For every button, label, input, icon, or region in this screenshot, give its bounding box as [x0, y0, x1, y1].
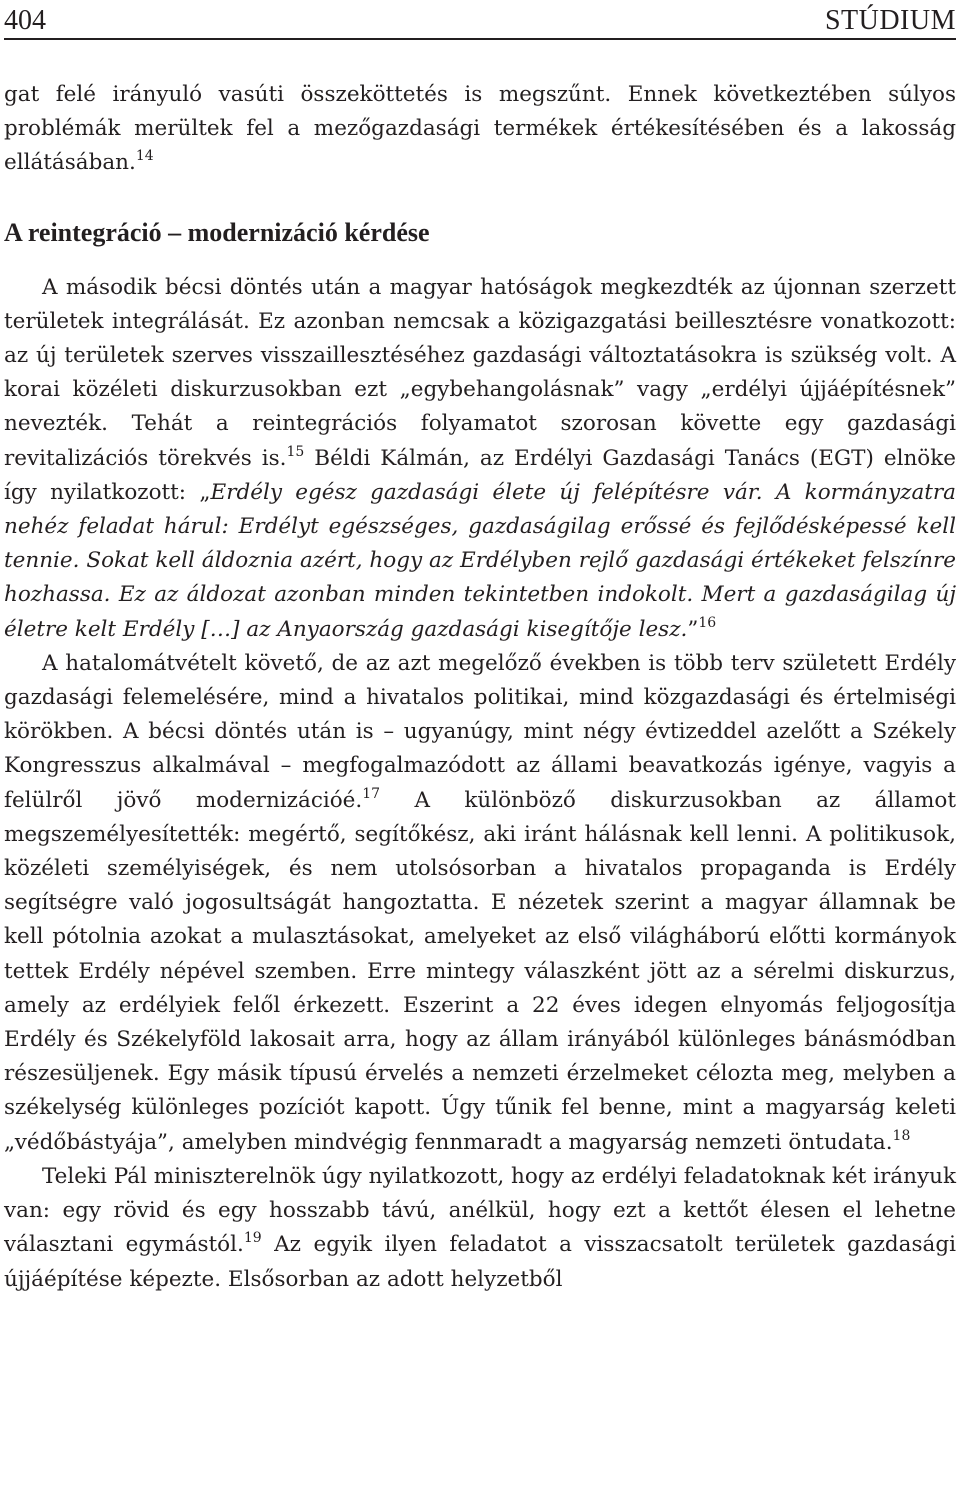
- footnote-ref-15: 15: [286, 443, 305, 460]
- footnote-ref-18: 18: [892, 1127, 911, 1144]
- page-number: 404: [4, 5, 46, 36]
- paragraph-text: A különböző diskurzusokban az államot megszemélyesítették: megértő, segítőkész, aki iránt hálásnak kell lenni. A politikusok, közéleti személyiségek, és nem utolsósorban a hivatalos propaganda is Erdély segítségre való jogosultságát hangoztatta. E nézetek szerint a magyar államnak be kell pótolnia azokat a mulasztásokat, amelyeket az első világháború előtti kormányok tettek Erdély népével szemben. Erre mintegy válaszként jött az a sérelmi diskurzus, amely az erdélyiek felől érkezett. Eszerint a 22 éves idegen elnyomás feljogosítja Erdély és Székelyföld lakosait arra, hogy az állam irányából különleges bánásmódban részesüljenek. Egy másik típusú érvelés a nemzeti érzelmeket célozta meg, melyben a székelység különleges pozíciót kapott. Úgy tűnik fel benne, mint a magyarság keleti „védőbástyája”, amelyben mindvégig fennmaradt a magyarság nemzeti öntudata.: [4, 787, 956, 1155]
- paragraph-text: A második bécsi döntés után a magyar hatóságok megkezdték az újonnan szerzett területek integrálását. Ez azonban nemcsak a közigazgatási beillesztésre vonatkozott: az új területek szerves visszaillesztéséhez gazdasági változtatásokra is szükség volt. A korai közéleti diskurzusokban ezt „egybehangolásnak” vagy „erdélyi újjáépítésnek” nevezték. Tehát a reintegrációs folyamatot szorosan követte egy gazdasági revitalizációs törekvés is.: [4, 274, 956, 471]
- footnote-ref-17: 17: [362, 785, 381, 802]
- section-heading: A reintegráció – modernizáció kérdése: [4, 217, 430, 247]
- closing-quote-mark: ”: [687, 616, 699, 642]
- paragraph: [4, 647, 956, 1160]
- footnote-ref-14: 14: [135, 148, 154, 165]
- footnote-ref-16: 16: [698, 614, 717, 631]
- paragraph: [4, 271, 956, 647]
- journal-title: STÚDIUM: [824, 5, 956, 36]
- paragraph-continued: [4, 78, 956, 181]
- running-header: [4, 4, 956, 40]
- footnote-ref-19: 19: [243, 1230, 262, 1247]
- paragraph: [4, 1160, 956, 1297]
- paragraph-text: Az egyik ilyen feladatot a visszacsatolt területek gazdasági újjáépítése képezte. Elsősorban az adott helyzetből: [4, 1232, 956, 1292]
- paragraph-text: Béldi Kálmán, az Erdélyi Gazdasági Tanács (EGT) elnöke így nyilatkozott: „: [4, 445, 956, 505]
- quotation: Erdély egész gazdasági élete új felépítésre vár. A kormányzatra nehéz feladat hárul: Erdélyt egészséges, gazdaságilag erőssé és fejlődésképessé kell tennie. Sokat kell áldoznia azért, hogy az Erdélyben rejlő gazdasági értékeket felszínre hozhassa. Ez az áldozat azonban minden tekintetben indokolt. Mert a gazdaságilag új életre kelt Erdély […] az Anyaország gazdasági kisegítője lesz.: [4, 479, 956, 642]
- body-text: [4, 78, 956, 1297]
- paragraph-text: gat felé irányuló vasúti összeköttetés is megszűnt. Ennek következtében súlyos problémák merültek fel a mezőgazdasági termékek értékesítésében és a lakosság ellátásában.: [4, 82, 956, 176]
- paragraph-text: A hatalomátvételt követő, de az azt megelőző években is több terv született Erdély gazdasági felemelésére, mind a hivatalos politikai, mind közgazdasági és értelmiségi körökben. A bécsi döntés után is – ugyanúgy, mint négy évtizeddel azelőtt a Székely Kongresszus alkalmával – megfogalmazódott az állami beavatkozás igénye, vagyis a felülről jövő modernizációé.: [4, 650, 956, 813]
- paragraph-text: Teleki Pál miniszterelnök úgy nyilatkozott, hogy az erdélyi feladatoknak két irányuk van: egy rövid és egy hosszabb távú, anélkül, hogy ezt a kettőt élesen el lehetne választani egymástól.: [4, 1163, 956, 1258]
